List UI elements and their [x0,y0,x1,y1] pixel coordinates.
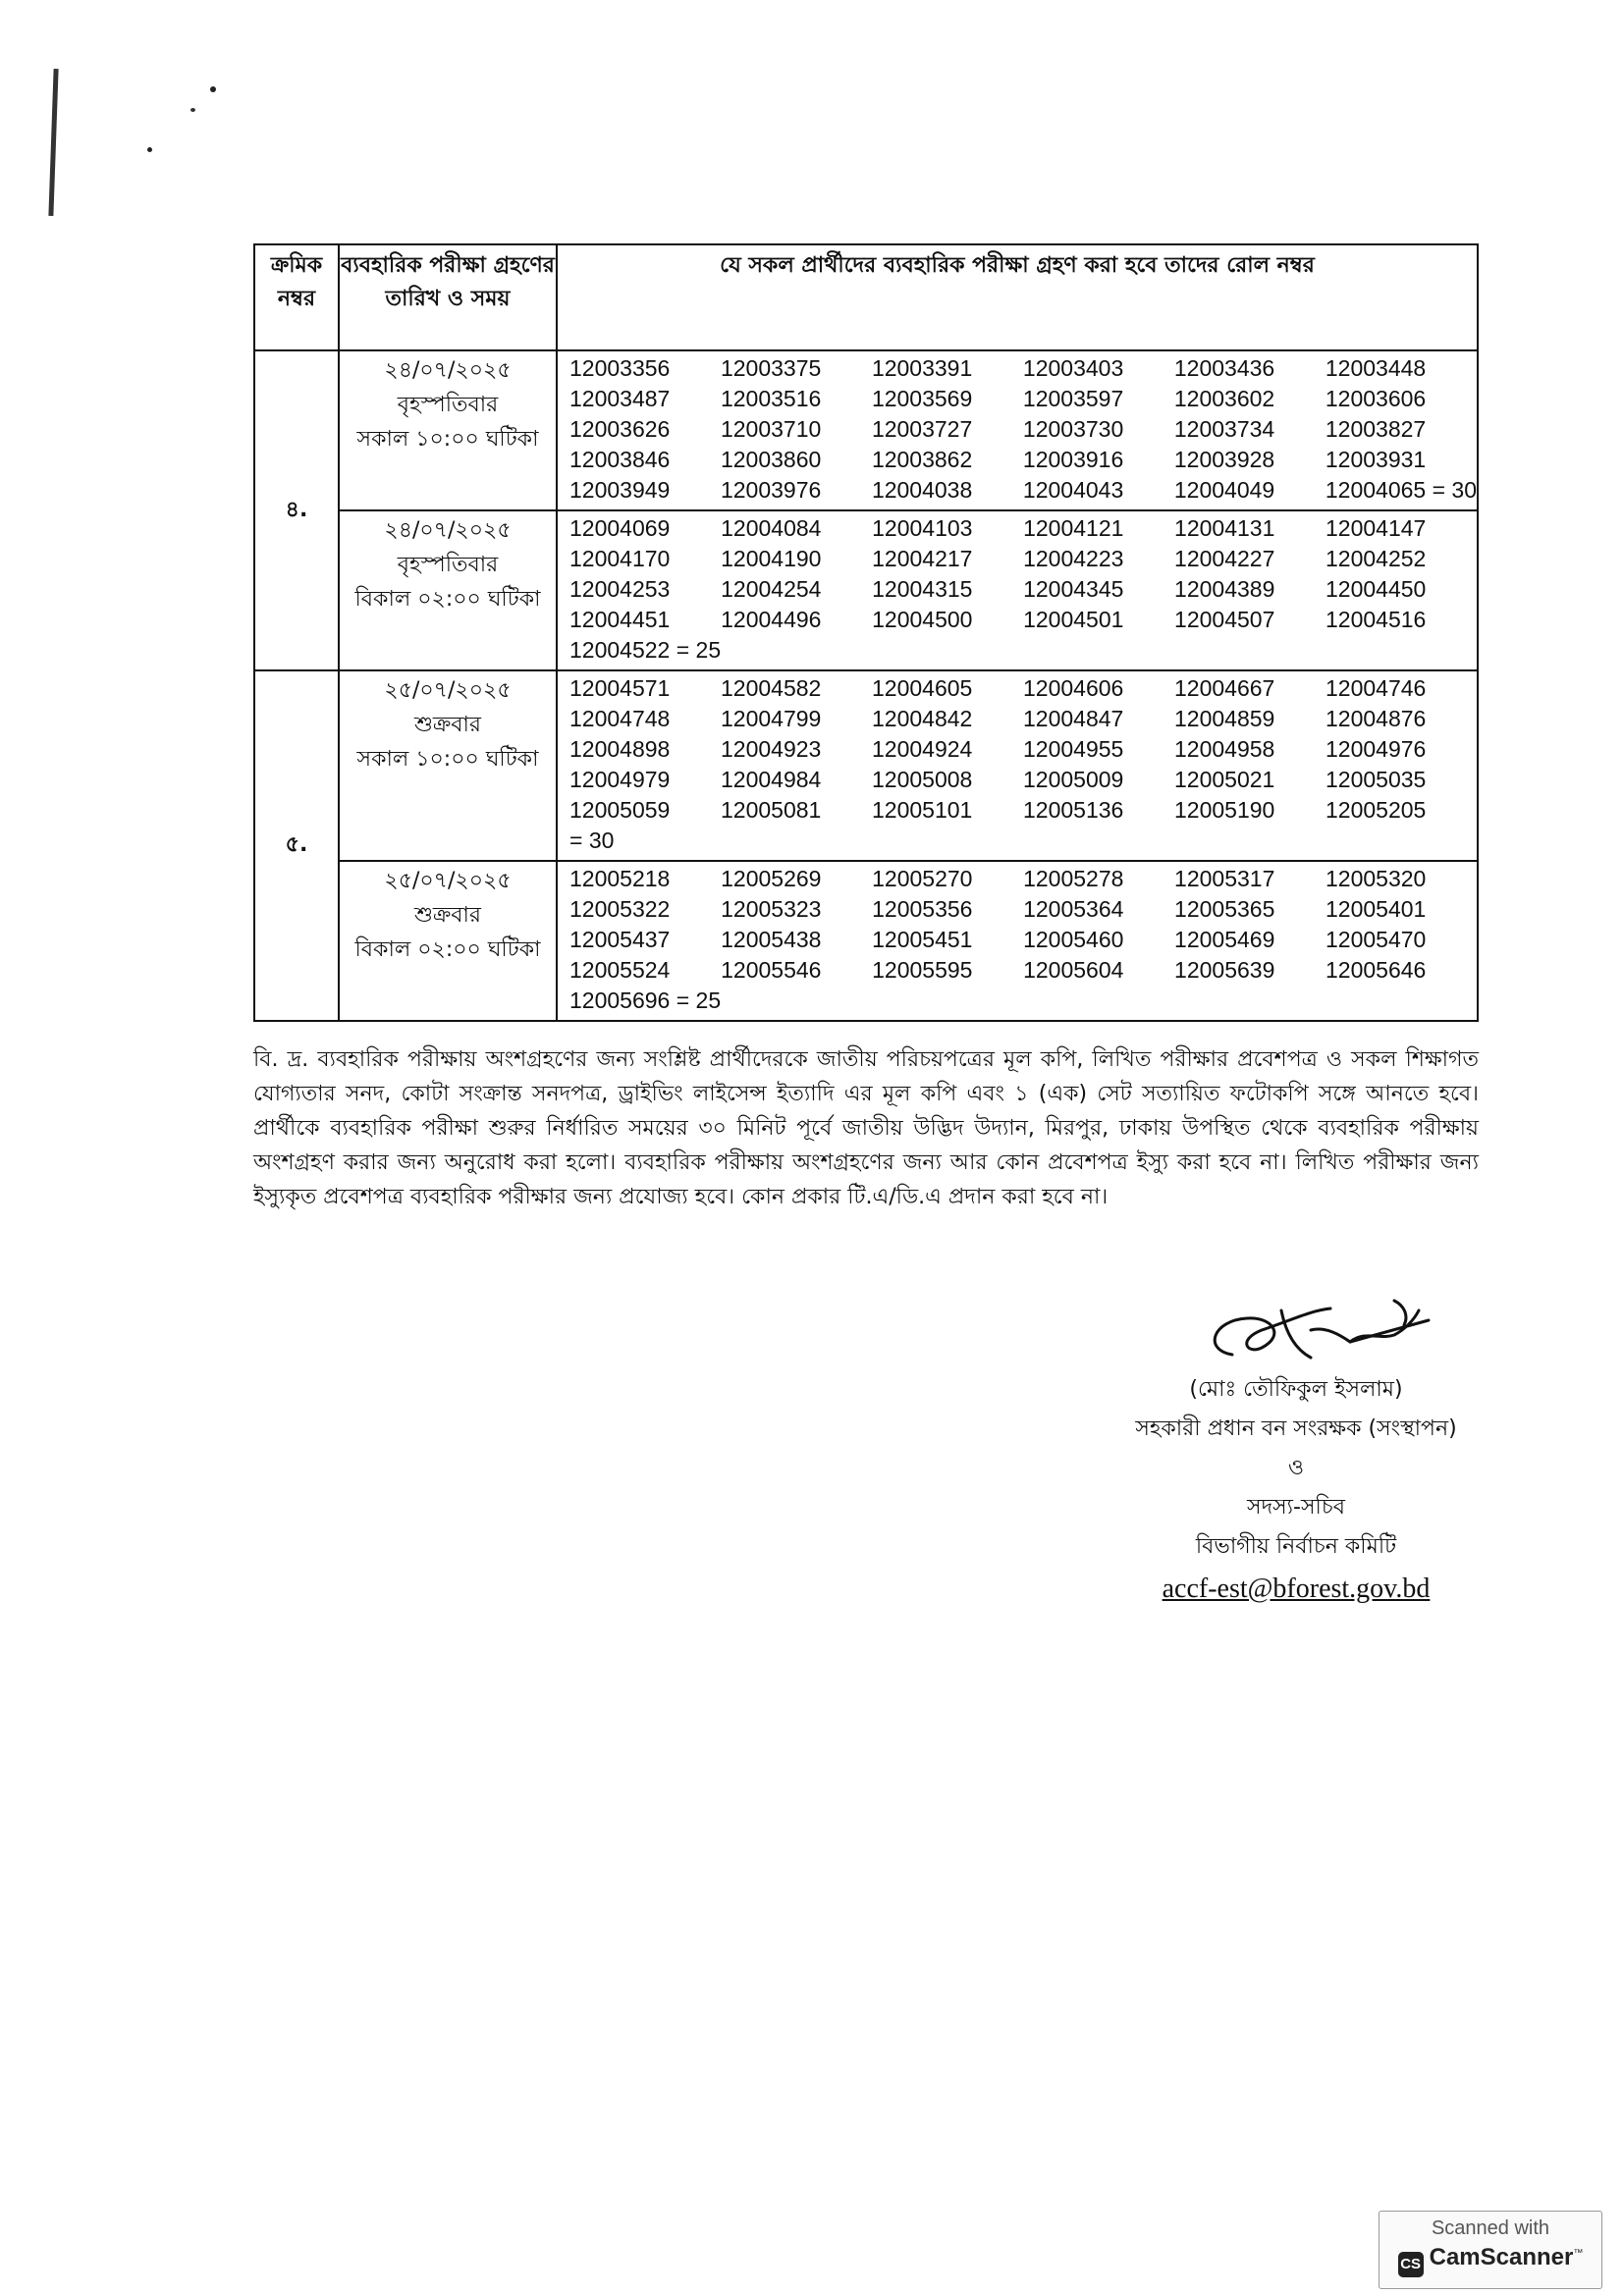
signatory-role: সদস্য-সচিব [1247,1495,1345,1520]
session-day: শুক্রবার [413,713,482,737]
roll-number: 12004842 [872,706,973,731]
roll-number: 12004924 [872,736,973,762]
roll-number: 12004223 [1023,546,1124,571]
roll-number: 12005646 [1325,957,1427,983]
roll-number: 12005438 [721,927,822,952]
roll-number: 12004898 [569,736,671,762]
roll-number: 12005101 [872,797,973,823]
roll-number: 12005546 [721,957,822,983]
roll-number: 12005059 [569,797,671,823]
roll-number: 12004345 [1023,576,1124,602]
roll-number: 12003931 [1325,447,1427,472]
roll-number: 12004121 [1023,515,1124,541]
roll-number: 12005190 [1174,797,1275,823]
roll-number: 12004389 [1174,576,1275,602]
session-time: সকাল ১০:০০ ঘটিকা [356,747,539,772]
roll-list [569,673,1477,856]
roll-number: 12003727 [871,416,973,442]
session-time: সকাল ১০:০০ ঘটিকা [356,427,539,452]
table-row [254,350,1478,510]
roll-number: 12003626 [569,416,671,442]
roll-number: 12005469 [1174,927,1275,952]
roll-number: 12004315 [872,576,973,602]
roll-list [569,353,1477,506]
roll-number: 12003827 [1325,416,1427,442]
roll-number: 12003602 [1173,386,1275,411]
roll-number: 12004170 [569,546,671,571]
roll-number: 12004254 [721,576,822,602]
roll-number: 12005604 [1023,957,1124,983]
header-rolls: যে সকল প্রার্থীদের ব্যবহারিক পরীক্ষা গ্রহণ করা হবে তাদের রোল নম্বর [557,244,1478,350]
scan-edge-mark [48,69,58,216]
roll-number: 12003597 [1022,386,1124,411]
roll-number: 12005364 [1023,896,1124,922]
roll-number: 12003391 [871,355,973,381]
roll-number: 12004571 [569,675,671,701]
session-time: বিকাল ০২:০০ ঘটিকা [354,937,541,962]
roll-number: 12004103 [872,515,973,541]
roll-number: 12005696 = 25 [569,988,722,1013]
roll-number: 12004227 [1174,546,1275,571]
roll-number: 12004065 = 30 [1325,477,1477,503]
roll-number: 12003976 [720,477,822,503]
signatory-committee: বিভাগীয় নির্বাচন কমিটি [1195,1534,1397,1559]
roll-number: 12003949 [569,477,671,503]
roll-number: 12003846 [569,447,671,472]
trademark-mark: ™ [1573,2248,1584,2259]
roll-number: = 30 [569,828,615,853]
rolls-cell [557,670,1478,861]
roll-number: 12005270 [872,866,973,891]
roll-number: 12004876 [1325,706,1427,731]
roll-number: 12005218 [569,866,671,891]
session-date: ২৫/০৭/২০২৫ [384,678,512,703]
roll-number: 12004847 [1023,706,1124,731]
roll-number: 12003516 [720,386,822,411]
roll-number: 12004501 [1023,607,1124,632]
roll-number: 12004147 [1325,515,1427,541]
datetime-cell [339,350,557,510]
roll-number: 12004979 [569,767,671,792]
camscanner-watermark [1379,2211,1602,2289]
roll-number: 12003916 [1022,447,1124,472]
table-row [254,861,1478,1021]
scanned-with-label: Scanned with [1431,2217,1550,2239]
roll-number: 12005009 [1023,767,1124,792]
roll-number: 12005081 [721,797,822,823]
roll-number: 12005401 [1325,896,1427,922]
roll-number: 12003862 [871,447,973,472]
roll-number: 12005269 [721,866,822,891]
roll-number: 12005460 [1023,927,1124,952]
serial-cell: ৫. [254,670,339,1021]
scan-speck [210,86,216,92]
roll-number: 12004049 [1173,477,1275,503]
roll-number: 12004038 [871,477,973,503]
roll-number: 12004516 [1325,607,1427,632]
roll-number: 12003860 [720,447,822,472]
roll-number: 12005205 [1325,797,1427,823]
roll-number: 12003356 [569,355,671,381]
roll-number: 12003569 [871,386,973,411]
signatory-details [1021,1370,1571,1612]
roll-number: 12005317 [1174,866,1275,891]
roll-number: 12005136 [1023,797,1124,823]
session-date: ২৪/০৭/২০২৫ [384,358,512,383]
camscanner-brand [1398,2244,1584,2277]
roll-number: 12003375 [720,355,822,381]
handwritten-signature-icon [1193,1281,1488,1379]
rolls-cell [557,861,1478,1021]
table-row [254,510,1478,670]
roll-number: 12004667 [1174,675,1275,701]
practical-exam-roll-table [253,243,1479,1022]
roll-list [569,513,1477,666]
roll-number: 12005323 [721,896,822,922]
roll-number: 12005595 [872,957,973,983]
roll-number: 12004043 [1022,477,1124,503]
serial-cell: ৪. [254,350,339,670]
roll-number: 12003606 [1325,386,1427,411]
roll-number: 12003436 [1173,355,1275,381]
roll-number: 12003730 [1022,416,1124,442]
roll-number: 12004084 [721,515,822,541]
roll-number: 12004190 [721,546,822,571]
roll-number: 12004606 [1023,675,1124,701]
roll-number: 12004450 [1325,576,1427,602]
roll-number: 12005278 [1023,866,1124,891]
roll-number: 12004799 [721,706,822,731]
roll-number: 12005322 [569,896,671,922]
signatory-designation: সহকারী প্রধান বন সংরক্ষক (সংস্থাপন) [1135,1416,1457,1441]
session-time: বিকাল ০২:০০ ঘটিকা [354,587,541,612]
roll-number: 12005008 [872,767,973,792]
roll-number: 12004496 [721,607,822,632]
session-day: শুক্রবার [413,903,482,928]
roll-number: 12005356 [872,896,973,922]
scan-speck [147,147,152,152]
roll-number: 12004984 [721,767,822,792]
roll-number: 12005524 [569,957,671,983]
roll-number: 12003403 [1022,355,1124,381]
roll-number: 12004958 [1174,736,1275,762]
roll-number: 12003734 [1173,416,1275,442]
roll-number: 12003928 [1173,447,1275,472]
roll-number: 12005021 [1174,767,1275,792]
signatory-email-link[interactable]: accf-est@bforest.gov.bd [1162,1574,1431,1604]
roll-number: 12004923 [721,736,822,762]
roll-number: 12005035 [1325,767,1427,792]
roll-number: 12004582 [721,675,822,701]
rolls-cell [557,350,1478,510]
table-header-row [254,244,1478,350]
camscanner-logo-icon: CS [1398,2252,1424,2277]
roll-number: 12004217 [872,546,973,571]
datetime-cell [339,670,557,861]
header-datetime: ব্যবহারিক পরীক্ষা গ্রহণের তারিখ ও সময় [339,244,557,350]
note-paragraph: বি. দ্র. ব্যবহারিক পরীক্ষায় অংশগ্রহণের জন্য সংশ্লিষ্ট প্রার্থীদেরকে জাতীয় পরিচয়পত্রের মূল কপি, লিখিত পরীক্ষার প্রবেশপত্র ও সকল শিক্ষাগত যোগ্যতার সনদ, কোটা সংক্রান্ত সনদপত্র, ড্রাইভিং লাইসেন্স ইত্যাদি এর মূল কপি এবং ১ (এক) সেট সত্যায়িত ফটোকপি সঙ্গে আনতে হবে। প্রার্থীকে ব্যবহারিক পরীক্ষা শুরুর নির্ধারিত সময়ের ৩০ মিনিট পূর্বে জাতীয় উদ্ভিদ উদ্যান, মিরপুর, ঢাকায় উপস্থিত থেকে ব্যবহারিক পরীক্ষায় অংশগ্রহণ করার জন্য অনুরোধ করা হলো। ব্যবহারিক পরীক্ষায় অংশগ্রহণের জন্য আর কোন প্রবেশপত্র ইস্যু করা হবে না। লিখিত পরীক্ষার জন্য ইস্যুকৃত প্রবেশপত্র ব্যবহারিক পরীক্ষার জন্য প্রযোজ্য হবে। কোন প্রকার টি.এ/ডি.এ প্রদান করা হবে না। [253,1047,1479,1209]
session-date: ২৪/০৭/২০২৫ [384,518,512,543]
roll-number: 12005437 [569,927,671,952]
signatory-name: (মোঃ তৌফিকুল ইসলাম) [1189,1377,1403,1402]
roll-number: 12004500 [872,607,973,632]
roll-number: 12004859 [1174,706,1275,731]
roll-number: 12004522 = 25 [569,637,722,663]
roll-number: 12003448 [1325,355,1427,381]
scan-speck [190,108,195,112]
roll-number: 12004507 [1174,607,1275,632]
roll-number: 12004252 [1325,546,1427,571]
header-serial: ক্রমিক নম্বর [254,244,339,350]
roll-number: 12005365 [1174,896,1275,922]
roll-number: 12004976 [1325,736,1427,762]
roll-list [569,864,1477,1016]
datetime-cell [339,510,557,670]
roll-number: 12004253 [569,576,671,602]
roll-number: 12004605 [872,675,973,701]
roll-number: 12005470 [1325,927,1427,952]
roll-number: 12004451 [569,607,671,632]
roll-number: 12005451 [872,927,973,952]
roll-number: 12004955 [1023,736,1124,762]
datetime-cell [339,861,557,1021]
roll-number: 12004748 [569,706,671,731]
table-row [254,670,1478,861]
signatory-conjunction: ও [1287,1456,1305,1480]
roll-number: 12003710 [720,416,822,442]
roll-number: 12004131 [1174,515,1275,541]
session-day: বৃহস্পতিবার [397,553,499,577]
roll-number: 12005639 [1174,957,1275,983]
roll-number: 12005320 [1325,866,1427,891]
session-day: বৃহস্পতিবার [397,393,499,417]
roll-number: 12004746 [1325,675,1427,701]
session-date: ২৫/০৭/২০২৫ [384,869,512,893]
roll-number: 12004069 [569,515,671,541]
camscanner-brand-label: CamScanner [1429,2244,1574,2270]
roll-number: 12003487 [569,386,671,411]
rolls-cell [557,510,1478,670]
